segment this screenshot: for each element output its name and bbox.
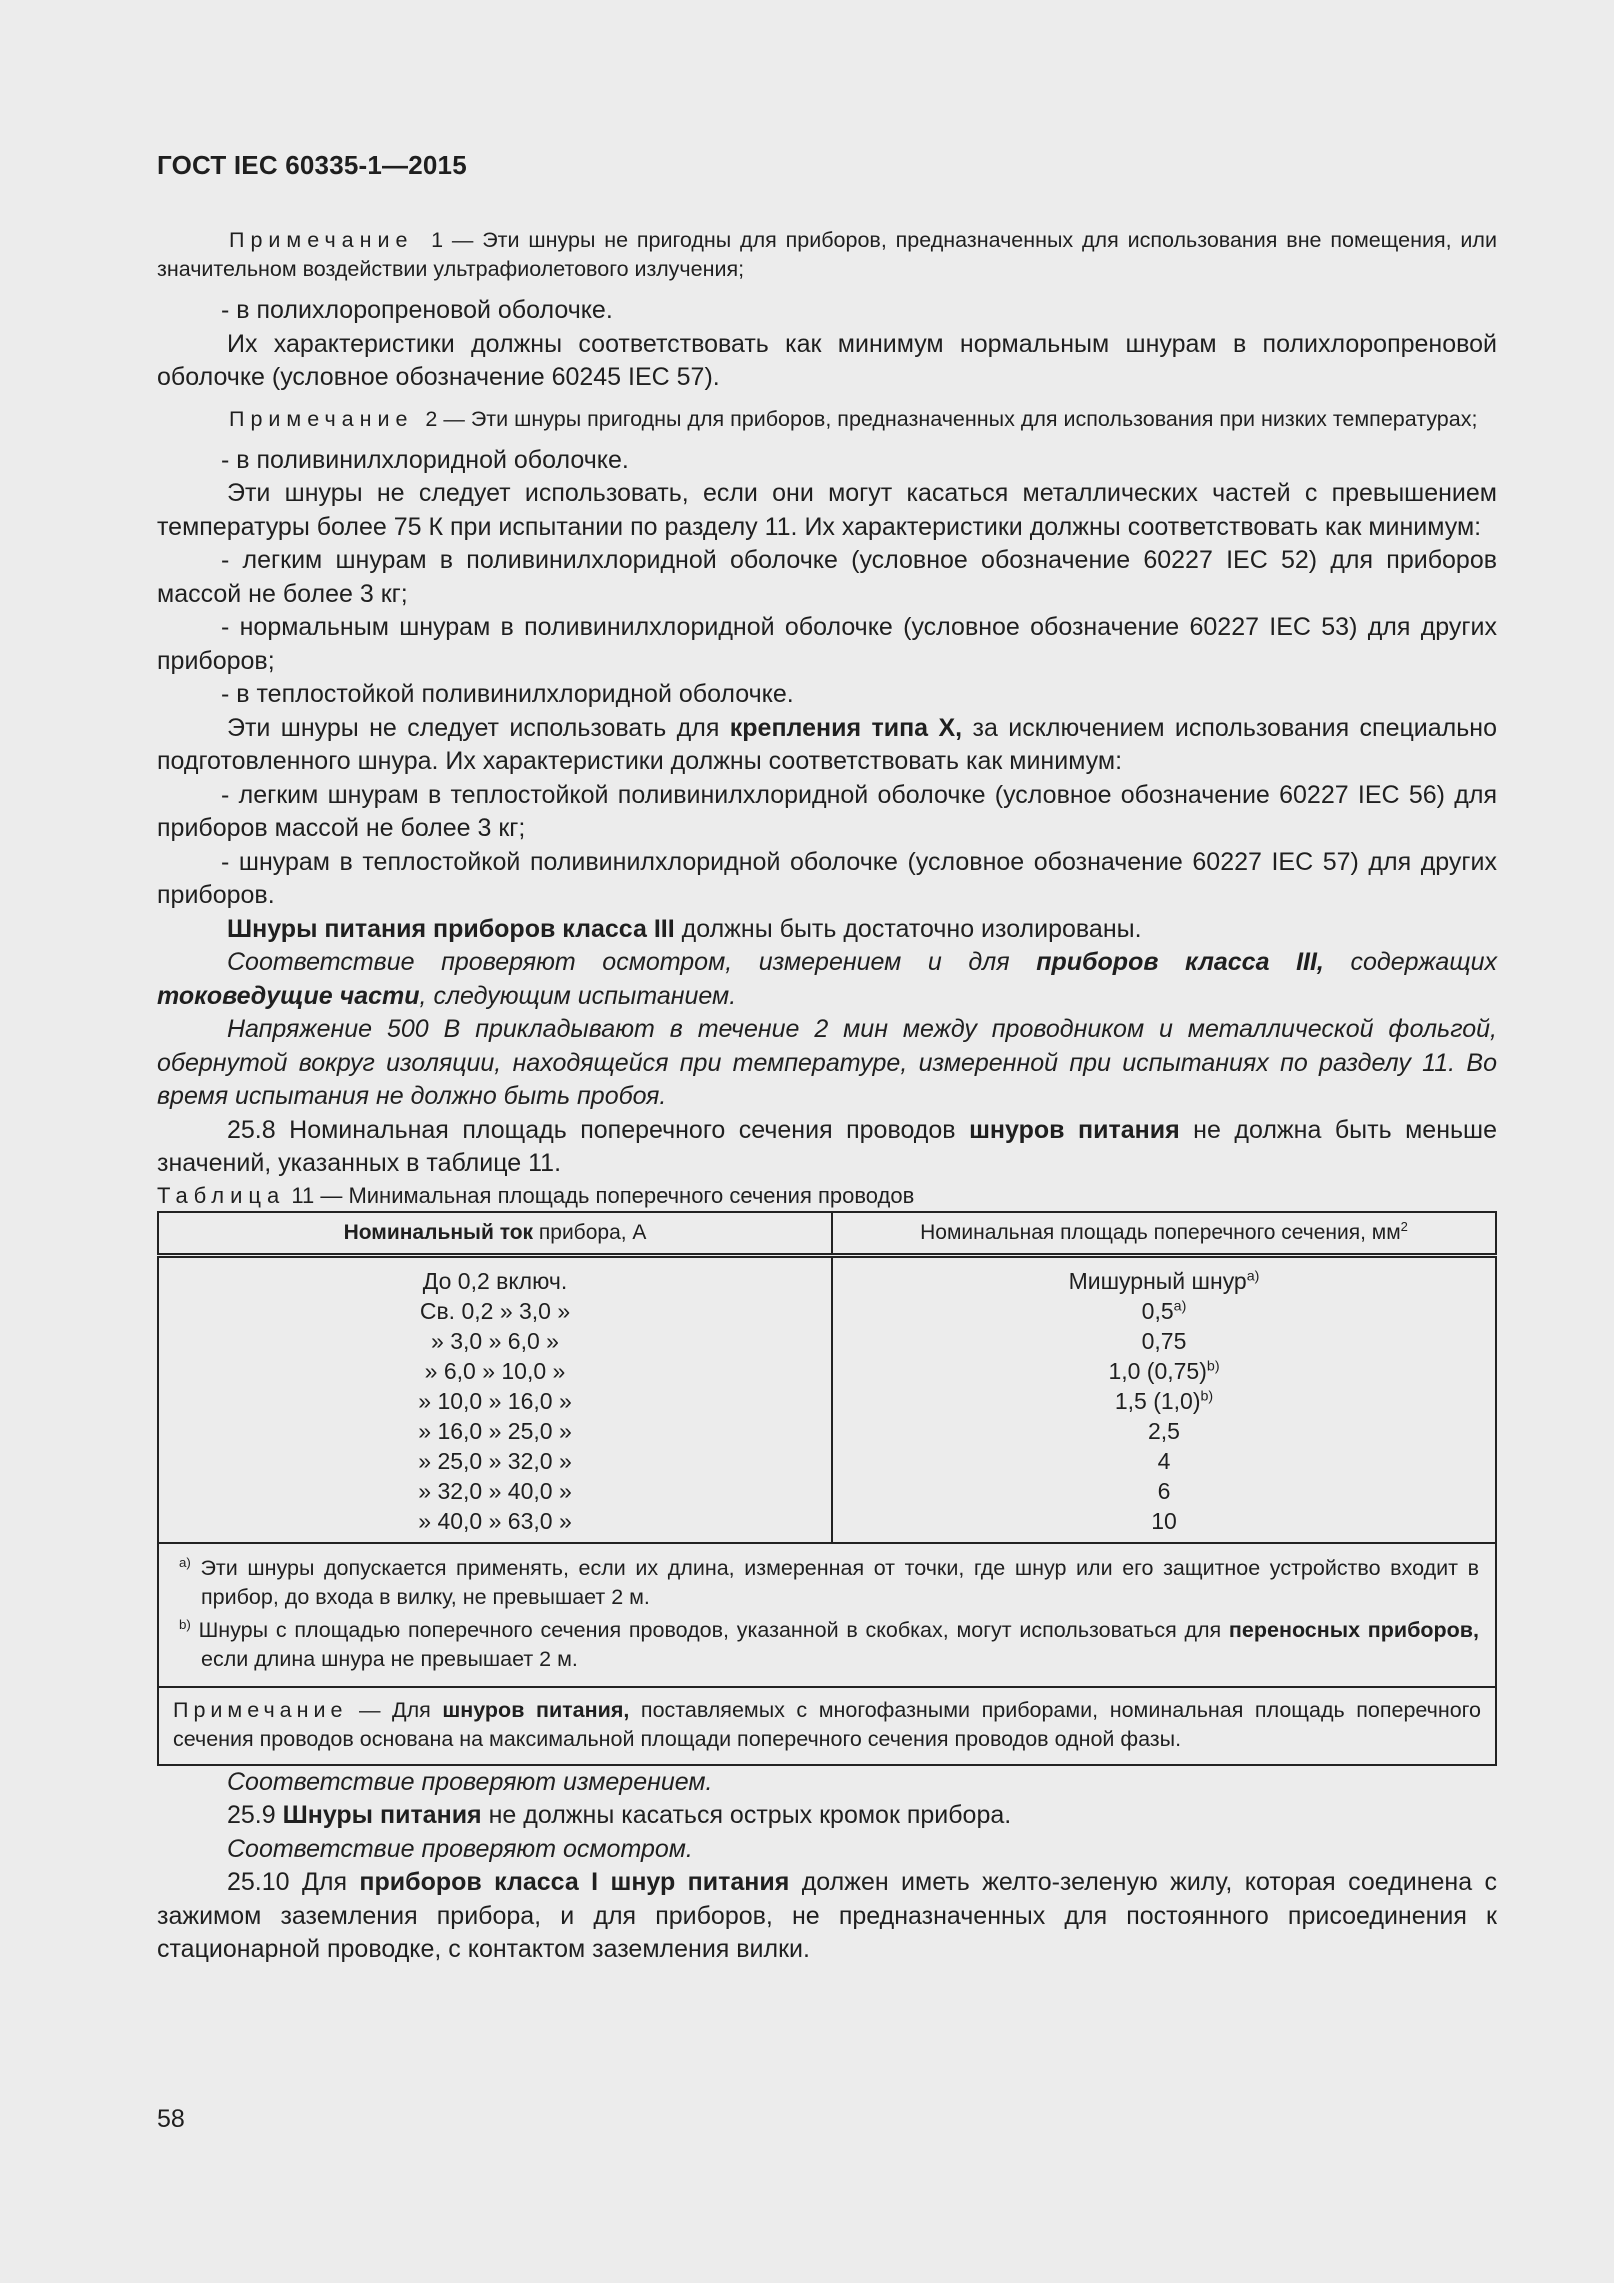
- list-item: - легким шнурам в поливинилхлоридной оболочке (условное обозначение 60227 IEC 52) для приборов массой не более 3 кг;: [157, 546, 1497, 608]
- footnote-b: $^{b)}$ Шнуры с площадью поперечного сечения проводов, указанной в скобках, могут использоваться для переносных приборов, если длина шнура не превышает 2 м.: [179, 1616, 1479, 1671]
- paragraph: Напряжение 500 В прикладывают в течение 2 мин между проводником и металлической фольгой, обернутой вокруг изоляции, находящейся при температуре, измеренной при испытаниях по разделу 11. Во время испытания не должно быть пробоя.: [157, 1015, 1497, 1110]
- paragraph: Эти шнуры не следует использовать, если они могут касаться металлических частей с превышением температуры более 75 К при испытании по разделу 11. Их характеристики должны соответствовать как минимум:: [157, 479, 1497, 541]
- table-header-area: Номинальная площадь поперечного сечения, $мм^2$: [832, 1212, 1496, 1256]
- table-cell-area: 0,75: [1141, 1327, 1187, 1354]
- list-item: - легким шнурам в теплостойкой поливинилхлоридной оболочке (условное обозначение 60227 IEC 56) для приборов массой не более 3 кг;: [157, 780, 1497, 842]
- table-column-current: [158, 1255, 832, 1543]
- paragraph: Их характеристики должны соответствовать как минимум нормальным шнурам в полихлоропреновой оболочке (условное обозначение 60245 IEC 57).: [157, 329, 1497, 391]
- table-cell-current: » 40,0 » 63,0 »: [418, 1507, 572, 1534]
- list-item: - в поливинилхлоридной оболочке.: [221, 445, 629, 474]
- note-1: Примечание 1 — Эти шнуры не пригодны для приборов, предназначенных для использования вне помещения, или значительном воздействии ультрафиолетового излучения;: [157, 228, 1497, 281]
- list-item: - в теплостойкой поливинилхлоридной оболочке.: [221, 680, 794, 708]
- table-cell-area: 10: [1151, 1507, 1177, 1534]
- table-cell-area: 2,5: [1148, 1417, 1180, 1444]
- list-item: - в полихлоропреновой оболочке.: [221, 296, 613, 324]
- table-cell-current: » 25,0 » 32,0 »: [418, 1447, 572, 1474]
- table-cell-area: 6: [1157, 1477, 1171, 1504]
- table-cell-area: Мишурный шнур$^{a)}$: [1068, 1267, 1260, 1294]
- table-cell-current: До 0,2 включ.: [422, 1267, 568, 1294]
- table-caption: Таблица 11 — Минимальная площадь поперечного сечения проводов: [157, 1182, 915, 1208]
- table-cell-current: Св. 0,2 » 3,0 »: [419, 1297, 571, 1324]
- table-column-area: [832, 1255, 1496, 1543]
- table-cell-area: 0,5$^{a)}$: [1141, 1297, 1187, 1324]
- paragraph: 25.9 Шнуры питания не должны касаться острых кромок прибора.: [227, 1801, 1012, 1829]
- paragraph: Соответствие проверяют измерением.: [227, 1767, 713, 1796]
- paragraph: 25.10 Для приборов класса I шнур питания должен иметь желто-зеленую жилу, которая соединена с зажимом заземления прибора, и для приборов, не предназначенных для постоянного присоединения к стационарной проводке, с контактом заземления вилки.: [157, 1868, 1497, 1963]
- footnote-a: $^{a)}$ Эти шнуры допускается применять, если их длина, измеренная от точки, где шнур или его защитное устройство входит в прибор, до входа в вилку, не превышает 2 м.: [179, 1554, 1479, 1609]
- table-cell-area: 4: [1157, 1447, 1171, 1474]
- page-number: 58: [157, 2105, 185, 2133]
- table-header-current: Номинальный ток прибора, А: [158, 1212, 832, 1256]
- page-header: ГОСТ IEC 60335-1—2015: [157, 150, 467, 180]
- table-note: Примечание — Для шнуров питания, поставляемых с многофазными приборами, номинальная площадь поперечного сечения проводов основана на максимальной площади поперечного сечения проводов одной фазы.: [158, 1687, 1496, 1765]
- paragraph: 25.8 Номинальная площадь поперечного сечения проводов шнуров питания не должна быть меньше значений, указанных в таблице 11.: [157, 1115, 1497, 1177]
- table-cell-current: » 10,0 » 16,0 »: [418, 1387, 572, 1414]
- note-2: Примечание 2 — Эти шнуры пригодны для приборов, предназначенных для использования при низких температурах;: [229, 406, 1478, 431]
- table-cell-current: » 16,0 » 25,0 »: [418, 1417, 572, 1444]
- table-footnotes: [158, 1543, 1496, 1687]
- table-cell-area: 1,5 $(1,0)^{b)}$: [1114, 1387, 1214, 1414]
- table-cell-current: » 3,0 » 6,0 »: [431, 1327, 559, 1354]
- table-cell-current: » 32,0 » 40,0 »: [418, 1477, 572, 1504]
- paragraph: Шнуры питания приборов класса III должны быть достаточно изолированы.: [227, 914, 1142, 943]
- table-cell-current: » 6,0 » 10,0 »: [424, 1357, 566, 1384]
- paragraph: Соответствие проверяют осмотром, измерением и для приборов класса III, содержащих токоведущие части, следующим испытанием.: [157, 948, 1497, 1010]
- list-item: - шнурам в теплостойкой поливинилхлоридной оболочке (условное обозначение 60227 IEC 57) для других приборов.: [157, 847, 1497, 909]
- list-item: - нормальным шнурам в поливинилхлоридной оболочке (условное обозначение 60227 IEC 53) для других приборов;: [157, 613, 1497, 675]
- paragraph: Эти шнуры не следует использовать для крепления типа X, за исключением использования специально подготовленного шнура. Их характеристики должны соответствовать как минимум:: [157, 713, 1498, 775]
- table-cell-area: 1,0 $(0,75)^{b)}$: [1108, 1357, 1220, 1384]
- page-content: [157, 226, 1497, 1967]
- table-11: [157, 1211, 1497, 1766]
- paragraph: Соответствие проверяют осмотром.: [227, 1834, 693, 1863]
